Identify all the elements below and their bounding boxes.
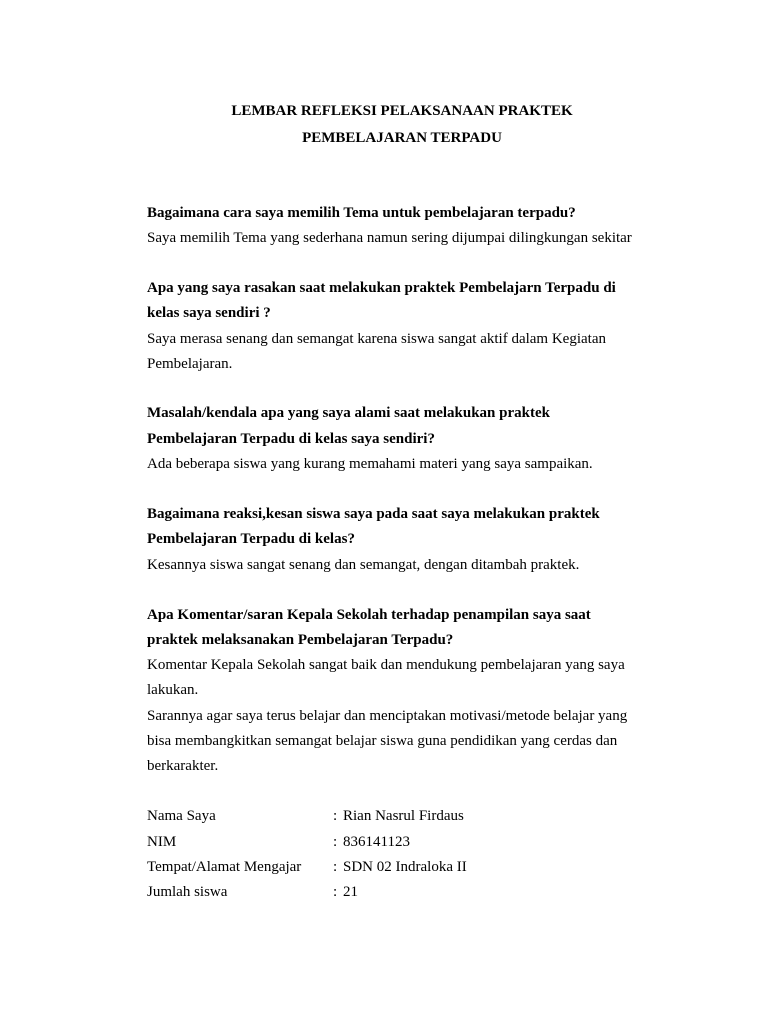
document-title-line-1: LEMBAR REFLEKSI PELAKSANAAN PRAKTEK [231, 103, 573, 119]
answer-5-line-1: Komentar Kepala Sekolah sangat baik dan mendukung pembelajaran yang saya [147, 657, 625, 673]
info-value: Rian Nasrul Firdaus [343, 808, 464, 824]
info-row-student-count [147, 882, 667, 902]
info-row-name [147, 806, 667, 826]
question-3-line-2: Pembelajaran Terpadu di kelas saya sendiri? [147, 431, 435, 447]
info-row-nim [147, 832, 667, 852]
question-2-line-1: Apa yang saya rasakan saat melakukan praktek Pembelajarn Terpadu di [147, 280, 616, 296]
question-5-line-2: praktek melaksanakan Pembelajaran Terpadu? [147, 632, 454, 648]
question-5-line-1: Apa Komentar/saran Kepala Sekolah terhadap penampilan saya saat [147, 607, 591, 623]
info-label: Jumlah siswa [147, 884, 228, 900]
info-colon: : [333, 884, 338, 900]
answer-5-line-3: Sarannya agar saya terus belajar dan menciptakan motivasi/metode belajar yang [147, 708, 628, 724]
info-value: SDN 02 Indraloka II [343, 859, 467, 875]
answer-2-line-1: Saya merasa senang dan semangat karena siswa sangat aktif dalam Kegiatan [147, 331, 606, 347]
info-colon: : [333, 834, 338, 850]
question-4-line-2: Pembelajaran Terpadu di kelas? [147, 531, 355, 547]
info-value: 836141123 [343, 834, 410, 850]
answer-3-line-1: Ada beberapa siswa yang kurang memahami materi yang saya sampaikan. [147, 456, 593, 472]
info-row-location [147, 857, 667, 877]
question-2-line-2: kelas saya sendiri ? [147, 305, 271, 321]
answer-5-line-2: lakukan. [147, 682, 199, 698]
info-colon: : [333, 859, 338, 875]
info-label: Tempat/Alamat Mengajar [147, 859, 302, 875]
answer-2-line-2: Pembelajaran. [147, 356, 233, 372]
answer-5-line-4: bisa membangkitkan semangat belajar siswa guna pendidikan yang cerdas dan [147, 733, 618, 749]
answer-4-line-1: Kesannya siswa sangat senang dan semangat, dengan ditambah praktek. [147, 557, 580, 573]
answer-1-line-1: Saya memilih Tema yang sederhana namun sering dijumpai dilingkungan sekitar [147, 230, 632, 246]
info-label: Nama Saya [147, 808, 216, 824]
document-title-line-2: PEMBELAJARAN TERPADU [302, 130, 502, 146]
info-value: 21 [343, 884, 358, 900]
question-1-line-1: Bagaimana cara saya memilih Tema untuk pembelajaran terpadu? [147, 205, 576, 221]
info-label: NIM [147, 834, 177, 850]
answer-5-line-5: berkarakter. [147, 758, 219, 774]
question-4-line-1: Bagaimana reaksi,kesan siswa saya pada saat saya melakukan praktek [147, 506, 600, 522]
question-3-line-1: Masalah/kendala apa yang saya alami saat melakukan praktek [147, 405, 550, 421]
info-colon: : [333, 808, 338, 824]
